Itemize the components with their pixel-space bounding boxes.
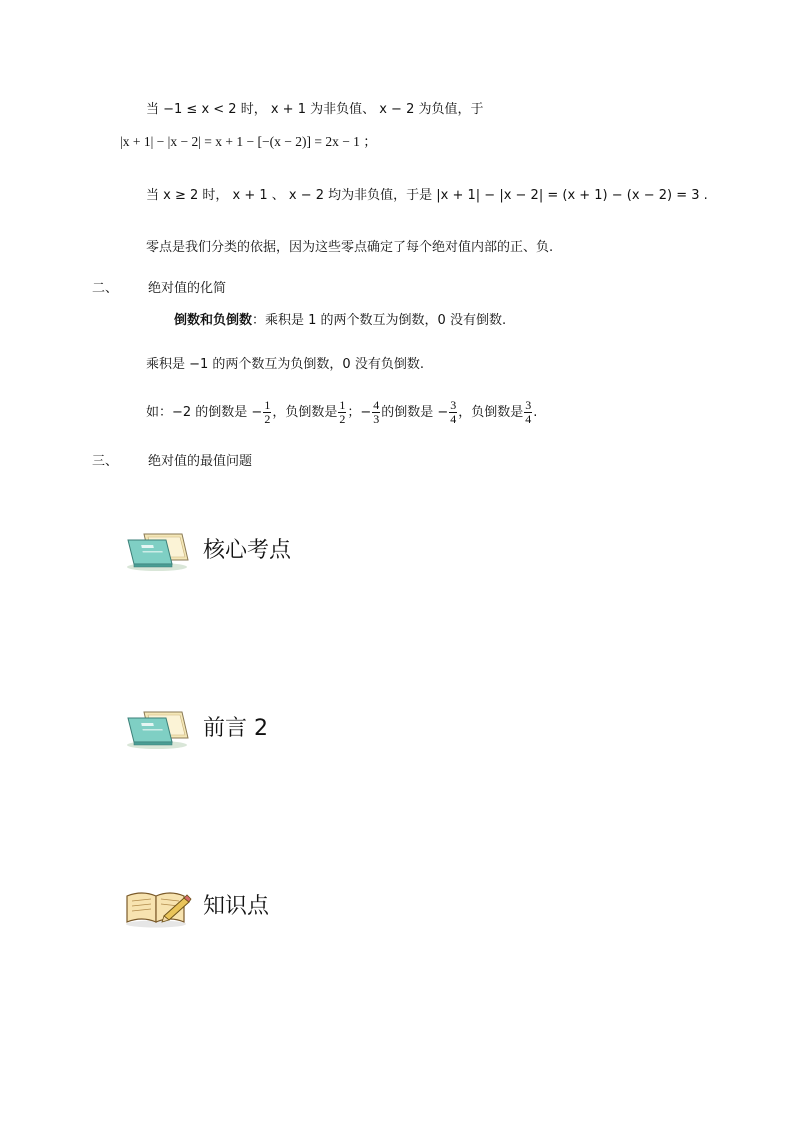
- example-prefix: 如：−2 的倒数是 −: [146, 405, 263, 420]
- heading-core-points: 核心考点: [203, 538, 292, 563]
- textbook-icon: [124, 530, 190, 576]
- section2-title: 绝对值的化简: [148, 281, 227, 296]
- example-text: 的倒数是 −: [381, 405, 449, 420]
- case2-line1: 当 −1 ≤ x < 2 时， x + 1 为非负值、 x − 2 为负值，于: [146, 102, 484, 117]
- example-text: ；−: [347, 405, 372, 420]
- reciprocal-term: 倒数和负倒数: [174, 313, 253, 328]
- section3-number: 三、: [92, 454, 119, 469]
- fraction: $\frac{1}{2}$: [339, 398, 346, 426]
- notebook-pencil-icon: [124, 886, 192, 932]
- example-text: ，负倒数是: [272, 405, 338, 420]
- example-text: ，负倒数是: [458, 405, 524, 420]
- negative-reciprocal-definition: 乘积是 −1 的两个数互为负倒数，0 没有负倒数.: [146, 357, 424, 372]
- zero-point-note: 零点是我们分类的依据，因为这些零点确定了每个绝对值内部的正、负.: [146, 240, 554, 255]
- example-end: .: [533, 405, 538, 420]
- fraction: $\frac{4}{3}$: [373, 398, 380, 426]
- section3-title: 绝对值的最值问题: [148, 454, 253, 469]
- example-line: [146, 396, 537, 430]
- case3-line: 当 x ≥ 2 时， x + 1 、 x − 2 均为非负值，于是 |x + 1| − |x − 2| = (x + 1) − (x − 2) = 3 .: [146, 188, 708, 203]
- fraction: $\frac{1}{2}$: [264, 398, 271, 426]
- fraction: $\frac{3}{4}$: [450, 398, 457, 426]
- heading-knowledge-points: 知识点: [203, 894, 270, 919]
- heading-preface: 前言 2: [203, 716, 268, 741]
- reciprocal-definition: [174, 312, 506, 330]
- textbook-icon: [124, 708, 190, 754]
- case2-line2: |x + 1| − |x − 2| = x + 1 − [−(x − 2)] = 2x − 1 ；: [120, 134, 377, 149]
- reciprocal-def1: ：乘积是 1 的两个数互为倒数，0 没有倒数.: [252, 313, 507, 328]
- fraction: $\frac{3}{4}$: [525, 398, 532, 426]
- section2-number: 二、: [92, 281, 119, 296]
